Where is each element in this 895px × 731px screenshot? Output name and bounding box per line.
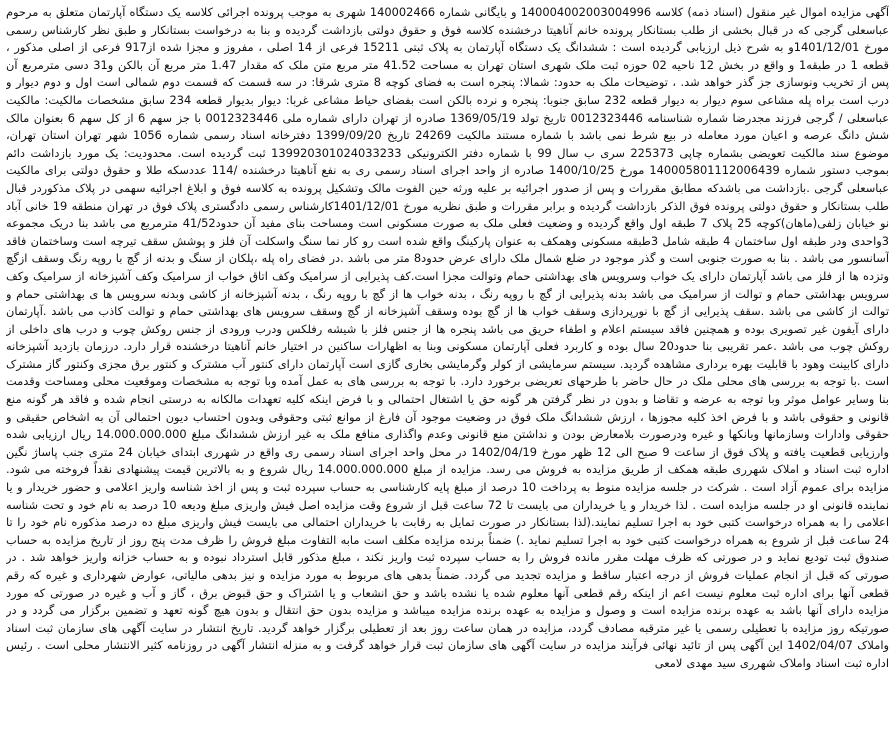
notice-document [6, 4, 889, 727]
auction-notice-text: آگهی مزایده اموال غیر منقول (اسناد ذمه) کلاسه 140004002003004996 و بایگانی شماره 140002466 شهری به موجب پرونده اجرائی کلاسه یک دستگاه آپارتمان متعلق به مرحوم عباسعلی گرجی که در قبال بخشی از طلب بستانکار پرونده خانم آناهیتا درخشنده کلاسه فوق و حقوق دولتی بازداشت گردیده و بنا به درخواست بستانکار و طبق نظر کارشناس رسمی مورخ 1401/12/01و به شرح ذیل ارزیابی گردیده است : ششدانگ یک دستگاه آپارتمان به پلاک ثبتی 15211 فرعی از 14 اصلی ، مفروز و مجزا شده از917 فرعی از اصلی مذکور ، قطعه 1 در طبقه1 و واقع در بخش 12 ناحیه 02 حوزه ثبت ملک شهری استان تهران به مساحت 41.52 متر مربع متن ملک که مقدار 1.47 متر مربع آن بالکن و31 دسی مترمربع آن پس از تخریب ونوسازی جز گذر خواهد شد. ، توضیحات ملک به حدود: شمالا: پنجره است به فضای کوچه 8 متری شرقا: در سه قسمت که قسمت دوم شمالی است اول و دوم دیوار و درب است براه پله مشاعی سوم دیوار به دیوار قطعه 232 سابق جنوبا: پنجره و نرده بالکن است بفضای حیاط مشاعی غربا: دیوار بدیوار قطعه 234 سابق مشخصات مالکیت: مالکیت عباسعلی / گرجی فرزند مجدرضا شماره شناسنامه 0012323446 تاریخ تولد 1369/05/19 صادره از تهران دارای شماره ملی 0012323446 با جز سهم 6 از کل سهم 6 بعنوان مالک شش دانگ عرصه و اعیان مورد معامله در بیع شرط نمی باشد با شماره مستند مالکیت 24269 تاریخ 1399/09/20 دفترخانه اسناد رسمی شماره 1056 شهر تهران استان تهران، موضوع سند مالکیت تعویضی بشماره چاپی 225373 سری ب سال 99 با شماره دفتر الکترونیکی 139920301024033233 ثبت گردیده است. محدودیت: یک مورد بازداشت دائم بموجب دستور شماره 140005801112006439 مورخ 1400/10/25 صادره از واحد اجرای اسناد رسمی ری به نفع آناهیتا درخشنده /114 عددسکه طلا و حقوق دولتی برای مالکیت عباسعلی گرجی .بازداشت می باشدکه مطابق مقررات و پس از صدور اجرائیه بر علیه ورثه حین الفوت مالک وتشکیل پرونده به کلاسه فوق و ابلاغ اجرائیه سهمی در پلاک مذکوردر قبال طلب بستانکار و حقوق دولتی پرونده فوق الذکر بازداشت گردیده و برابر مقررات و طبق نظریه مورخ 1401/12/01کارشناس رسمی دادگستری پلاک فوق در تهران منطقه 19 خانی آباد نو خیابان زلفی(ماهان)کوچه 25 پلاک 7 طبقه اول واقع گردیده و وضعیت فعلی ملک به صورت مسکونی است ومساحت بنای مفید آن حدود41/52 مترمربع می باشد بنا دریک مجموعه 3واحدی ودر طبقه اول ساختمان 4 طبقه شامل 3طبقه مسکونی وهمکف به عنوان پارکینگ واقع شده است رو کار نما سنگ واسکلت آن فلز و پوشش سقف تیرچه است وساختمان فاقد آسانسور می باشد . بنا به صورت جنوبی است و گذر موجود در ضلع شمال ملک دارای عرض حدود8 متر می باشد .در فضای راه پله ،پلکان از سنگ و بدنه از گچ با روپه رنگ وسقف ازگچ وتزده ها از فلز می باشد آپارتمان دارای یک خواب وسرویس های بهداشتی حمام وتوالت مجزا است.کف پذیرایی از سرامیک وکف اتاق خواب از سرامیک وکف آشپزخانه از سرامیک وکف سرویس بهداشتی حمام و توالت از سرامیک می باشد بدنه پذیرایی از گچ با روپه رنگ ، بدنه خواب ها از گچ با روپه رنگ ، بدنه آشپزخانه از کاشی وبدنه سرویس ها ی بهداشتی حمام و توالت از کاشی می باشد .سقف پذیرایی از گچ با نورپردازی وسقف خواب ها از گچ بوده وسقف آشپزخانه از گچ وسقف سرویس های بهداشتی حمام و توالت کاذب می باشد .آپارتمان دارای آیفون غیر تصویری بوده و همچنین فاقد سیستم اعلام و اطفاء حریق می باشد پنجره ها از جنس فلز با شیشه رفلکس ودرب ورودی از جنس روکش چوب و درب های داخلی از روکش چوب می باشد .عمر تقریبی بنا حدود20 سال بوده و کاربرد فعلی آپارتمان مسکونی وبنا به اظهارات ساکنین در اختیار خانم آناهیتا درخشنده قرار دارد. درزمان بازدید آشپزخانه دارای کابینت وهود با قابلیت بهره برداری مشاهده گردید. سیستم سرمایشی از کولر وگرمایشی بخاری گازی است آپارتمان دارای کنتور آب مشترک و کنتور برق مجزی وکنتور گاز مشترک است .با توجه به بررسی های محلی ملک در حال حاضر با طرحهای تعریضی برخورد دارد. با توجه به بررسی های به عمل آمده وبا توجه به مشخصات وموقعیت محلی ومساحت وقدمت بنا وسایر عوامل موثر وبا توجه به عرضه و تقاضا و بدون در نظر گرفتن هر گونه حق یا اشتغال احتمالی و با فرض اینکه کلیه تعهدات مالکانه به درستی انجام شده و فاقد هر گونه منع قانونی و حقوقی باشد و با فرض اخذ کلیه مجوزها ، ارزش ششدانگ ملک فوق در وضعیت موجود آن فارغ از موانع ثبتی وحقوقی وبدون احتساب دیون احتمالی آن به اشخاص حقیقی و حقوقی وادارات وسازمانها وبانکها و غیره ودرصورت بلامعارض بودن و نداشتن منع قانونی وعدم واگذاری منافع ملک به غیر ارزش ششدانگ مبلغ 14.000.000.000 ریال ارزیابی شده وارزیابی قطعیت یافته و پلاک فوق از ساعت 9 صبح الی 12 ظهر مورخ 1402/04/19 در محل واحد اجرای اسناد رسمی ری واقع در شهرری ابتدای خیابان 24 متری جنب پاساژ نگین اداره ثبت اسناد و املاک شهرری طبقه همکف از طریق مزایده به فروش می رسد. مزایده از مبلغ 14.000.000.000 ریال شروع و به بالاترین قیمت پیشنهادی نقداً فروخته می شود. مزایده برای عموم آزاد است . شرکت در جلسه مزایده منوط به پرداخت 10 درصد از مبلغ پایه کارشناسی به حساب سپرده ثبت و پس از اخذ شناسه واریز اعلامی و حضور خریدار و یا نماینده قانونی او در جلسه مزایده است . لذا خریدار و یا خریداران می بایست تا 72 ساعت قبل از شروع وقت مزایده اصل فیش واریزی مبلغ ودیعه 10 درصد به نام خود و تحت شناسه اعلامی را به همراه درخواست کتبی خود به اجرا تسلیم نمایند.(لذا بستانکار در صورت تمایل به رقابت با خریداران احتمالی می بایست فیش واریزی مبلغ ده درصد مذکوره نام خود را تا 24 ساعت قبل از شروع به همراه درخواست کتبی خود به اجرا تسلیم نماید .) ضمناً برنده مزایده مکلف است مابه التفاوت مبلغ فروش را ظرف مدت پنج روز از تاریخ مزایده به حساب صندوق ثبت تودیع نماید و در صورتی که ظرف مهلت مقرر مانده فروش را به حساب سپرده ثبت واریز نکند ، مبلغ مذکور قابل استرداد نبوده و به حساب خزانه واریز خواهد شد . در صورتی که قبل از انجام عملیات فروش از درجه اعتبار ساقط و مزایده تجدید می گردد. ضمناً بدهی های مربوط به مورد مزایده و نیز بدهی مالیاتی، عوارض شهرداری و غیره که رقم قطعی آنها برای اداره ثبت معلوم نیست اعم از اینکه رقم قطعی آنها معلوم شده یا نشده باشد و حق انشعاب و یا اشتراک و حق قبوض برق ، گاز و آب و غیره در صورتی که مورد مزایده دارای آنها باشد به عهده برنده مزایده است و وصول و مزایده به عهده برنده مزایده میباشد و مزایده بدون حق انتقال و بدون هیچ گونه تعهد و تضمین برگزار می گردد و در صورتیکه روز مزایده با تعطیلی رسمی یا غیر مترقبه مصادف گردد، مزایده در همان ساعت روز بعد از تعطیلی برگزار خواهد گردید. تاریخ انتشار در سایت آگهی های سازمان ثبت اسناد واملاک 1402/04/07 این آگهی پس از تائید نهائی فرآیند مزایده در سایت آگهی های سازمان ثبت قرار خواهد گرفت و به منزله انتشار آگهی در روزنامه کثیر الانتشار محلی است . رئیس اداره ثبت اسناد واملاک شهرری سید مهدی لامعی [6, 5, 889, 670]
